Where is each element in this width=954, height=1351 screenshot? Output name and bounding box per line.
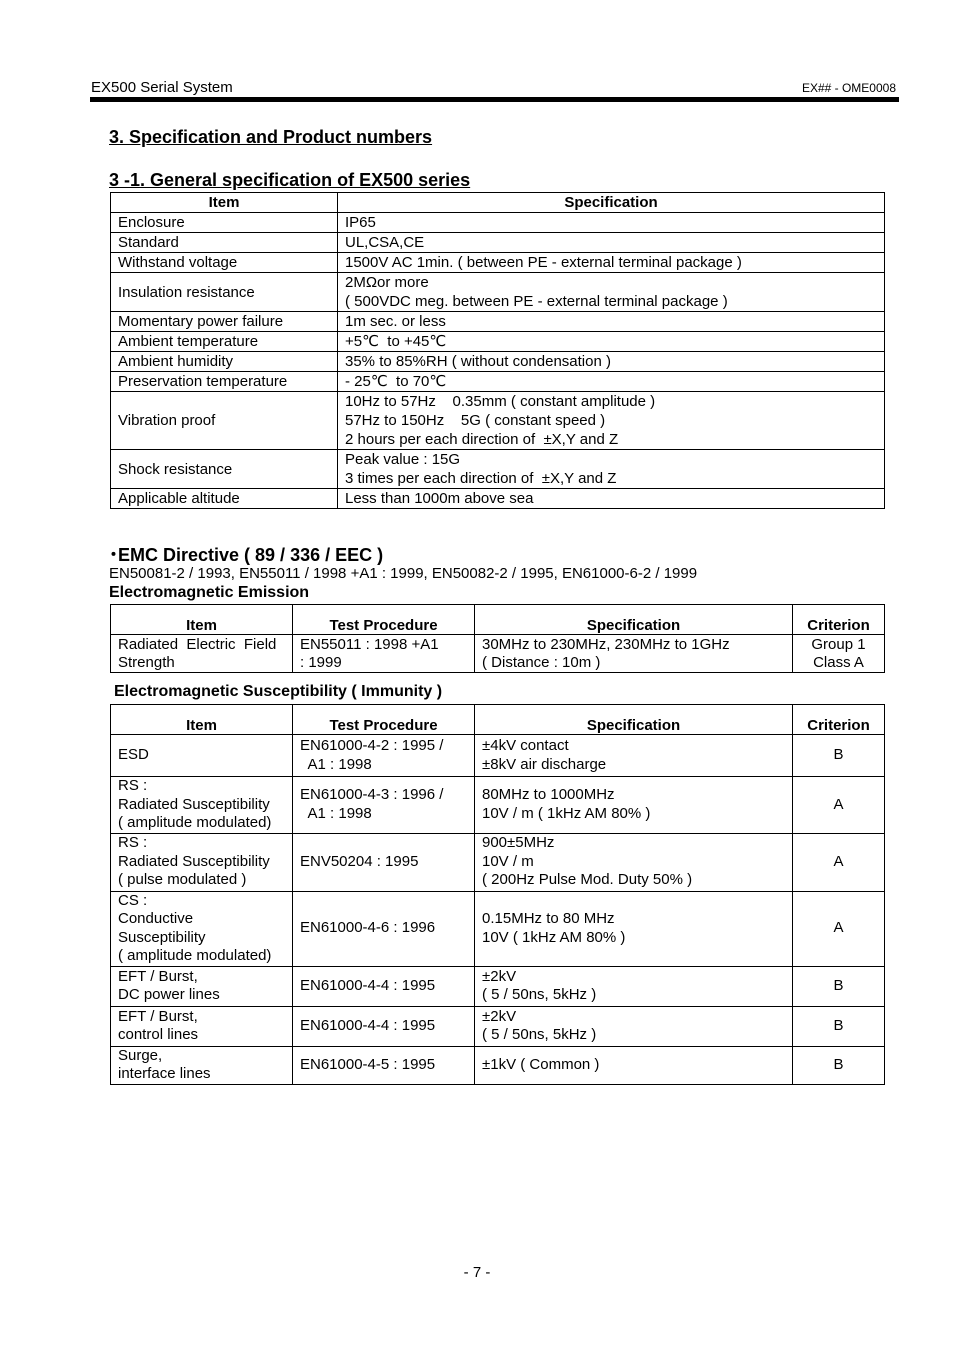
criterion-cell bbox=[793, 777, 885, 834]
table-row bbox=[111, 635, 885, 673]
spec-cell-line: ( 5 / 50ns, 5kHz ) bbox=[482, 986, 597, 1003]
column-header-item: Item bbox=[111, 193, 338, 213]
spec-cell-line: ±4kV contact bbox=[482, 737, 569, 754]
spec-cell bbox=[338, 392, 885, 450]
spec-cell bbox=[338, 233, 885, 253]
item-cell-line: Momentary power failure bbox=[118, 313, 284, 330]
item-cell-line: Insulation resistance bbox=[118, 283, 255, 301]
criterion-cell-line: A bbox=[833, 852, 844, 870]
spec-cell-line: 10V / m ( 1kHz AM 80% ) bbox=[482, 804, 651, 822]
item-cell-line: DC power lines bbox=[118, 986, 220, 1003]
test-procedure-cell-line: ENV50204 : 1995 bbox=[300, 852, 419, 870]
general-spec-table bbox=[110, 192, 885, 509]
test-procedure-cell-line: EN61000-4-6 : 1996 bbox=[300, 919, 436, 937]
criterion-cell bbox=[793, 1006, 885, 1046]
emission-title: Electromagnetic Emission bbox=[109, 584, 310, 601]
criterion-cell-line: Group 1 bbox=[811, 635, 866, 653]
item-cell bbox=[111, 213, 338, 233]
item-cell bbox=[111, 233, 338, 253]
column-header-test-procedure: Test Procedure bbox=[293, 705, 475, 735]
item-cell-line: EFT / Burst, bbox=[118, 967, 198, 985]
table-row bbox=[111, 891, 885, 966]
spec-cell-line: +5℃ to +45℃ bbox=[345, 333, 447, 350]
table-row bbox=[111, 213, 885, 233]
item-cell-line: Applicable altitude bbox=[118, 490, 240, 507]
table-row bbox=[111, 273, 885, 312]
spec-cell-line: ±2kV bbox=[482, 967, 517, 985]
spec-cell-line: 10V / m bbox=[482, 852, 534, 870]
spec-cell-line: - 25℃ to 70℃ bbox=[345, 373, 447, 390]
item-cell-line: Enclosure bbox=[118, 214, 185, 231]
header-title: EX500 Serial System bbox=[91, 79, 233, 96]
item-cell-line: interface lines bbox=[118, 1065, 211, 1082]
criterion-cell bbox=[793, 735, 885, 777]
test-procedure-cell-line: EN61000-4-2 : 1995 / bbox=[300, 737, 444, 754]
column-header-criterion: Criterion bbox=[793, 605, 885, 635]
spec-cell bbox=[475, 777, 793, 834]
test-procedure-cell bbox=[293, 1046, 475, 1084]
spec-cell bbox=[338, 489, 885, 509]
spec-cell-line: 2 hours per each direction of ±X,Y and Z bbox=[345, 431, 619, 448]
item-cell bbox=[111, 450, 338, 489]
immunity-header-row bbox=[111, 705, 885, 735]
item-cell-line: Radiated Electric Field bbox=[118, 635, 277, 653]
column-header-specification: Specification bbox=[475, 705, 793, 735]
spec-cell bbox=[338, 332, 885, 352]
header-rule bbox=[90, 97, 899, 102]
item-cell bbox=[111, 392, 338, 450]
test-procedure-cell-line: EN61000-4-5 : 1995 bbox=[300, 1055, 436, 1073]
spec-cell-line: 80MHz to 1000MHz bbox=[482, 786, 615, 804]
spec-cell-line: ±1kV ( Common ) bbox=[482, 1055, 600, 1073]
spec-cell-line: ±8kV air discharge bbox=[482, 755, 607, 773]
table-row bbox=[111, 392, 885, 450]
immunity-table bbox=[110, 704, 885, 1085]
criterion-cell-line: Class A bbox=[813, 653, 864, 671]
spec-cell bbox=[338, 372, 885, 392]
test-procedure-cell bbox=[293, 635, 475, 673]
spec-cell-line: 35% to 85%RH ( without condensation ) bbox=[345, 353, 611, 370]
item-cell-line: ( amplitude modulated) bbox=[118, 947, 272, 964]
spec-cell bbox=[475, 891, 793, 966]
criterion-cell bbox=[793, 1046, 885, 1084]
table-row bbox=[111, 777, 885, 834]
spec-cell-line: UL,CSA,CE bbox=[345, 234, 425, 251]
item-cell bbox=[111, 1006, 293, 1046]
spec-cell-line: 10Hz to 57Hz 0.35mm ( constant amplitude ) bbox=[345, 393, 656, 410]
table-row bbox=[111, 450, 885, 489]
item-cell bbox=[111, 891, 293, 966]
spec-cell bbox=[475, 833, 793, 891]
immunity-title: Electromagnetic Susceptibility ( Immunity ) bbox=[114, 683, 443, 700]
test-procedure-cell-line: A1 : 1998 bbox=[300, 755, 372, 773]
item-cell bbox=[111, 1046, 293, 1084]
spec-cell bbox=[475, 735, 793, 777]
spec-cell-line: 900±5MHz bbox=[482, 834, 555, 852]
item-cell-line: Shock resistance bbox=[118, 460, 233, 478]
emission-table bbox=[110, 604, 885, 673]
item-cell-line: Susceptibility bbox=[118, 928, 206, 946]
item-cell bbox=[111, 833, 293, 891]
criterion-cell bbox=[793, 891, 885, 966]
table-row bbox=[111, 352, 885, 372]
emission-header-row bbox=[111, 605, 885, 635]
spec-cell-line: Less than 1000m above sea bbox=[345, 490, 534, 507]
spec-cell bbox=[475, 1006, 793, 1046]
spec-cell bbox=[338, 450, 885, 489]
general-spec-title: 3 -1. General specification of EX500 series bbox=[109, 170, 471, 190]
spec-cell-line: ( 500VDC meg. between PE - external terminal package ) bbox=[345, 293, 728, 310]
test-procedure-cell bbox=[293, 833, 475, 891]
header-doc-number: EX## - OME0008 bbox=[801, 81, 896, 95]
criterion-cell bbox=[793, 966, 885, 1006]
spec-cell-line: 1500V AC 1min. ( between PE - external terminal package ) bbox=[345, 254, 742, 271]
item-cell bbox=[111, 273, 338, 312]
item-cell-line: Ambient temperature bbox=[118, 333, 259, 350]
item-cell bbox=[111, 372, 338, 392]
spec-cell-line: 0.15MHz to 80 MHz bbox=[482, 910, 615, 927]
item-cell bbox=[111, 966, 293, 1006]
test-procedure-cell bbox=[293, 735, 475, 777]
item-cell bbox=[111, 352, 338, 372]
emc-directive-title: ･EMC Directive ( 89 / 336 / EEC ) bbox=[109, 545, 384, 565]
item-cell-line: EFT / Burst, bbox=[118, 1007, 198, 1025]
criterion-cell bbox=[793, 635, 885, 673]
test-procedure-cell-line: EN61000-4-4 : 1995 bbox=[300, 1016, 436, 1034]
table-row bbox=[111, 253, 885, 273]
item-cell-line: control lines bbox=[118, 1026, 199, 1043]
criterion-cell bbox=[793, 833, 885, 891]
spec-cell-line: ( Distance : 10m ) bbox=[482, 653, 601, 671]
spec-cell bbox=[475, 1046, 793, 1084]
page-number: - 7 - bbox=[463, 1264, 491, 1281]
item-cell bbox=[111, 777, 293, 834]
spec-cell-line: Peak value : 15G bbox=[345, 451, 461, 468]
criterion-cell-line: A bbox=[833, 919, 844, 937]
item-cell-line: RS : bbox=[118, 834, 148, 852]
table-row bbox=[111, 332, 885, 352]
criterion-cell-line: B bbox=[833, 976, 844, 994]
table-row bbox=[111, 735, 885, 777]
item-cell-line: Preservation temperature bbox=[118, 373, 288, 390]
item-cell-line: RS : bbox=[118, 777, 148, 794]
test-procedure-cell bbox=[293, 777, 475, 834]
item-cell bbox=[111, 635, 293, 673]
column-header-specification: Specification bbox=[475, 605, 793, 635]
item-cell bbox=[111, 332, 338, 352]
test-procedure-cell bbox=[293, 966, 475, 1006]
spec-cell bbox=[338, 273, 885, 312]
spec-cell bbox=[338, 352, 885, 372]
spec-cell-line: 30MHz to 230MHz, 230MHz to 1GHz bbox=[482, 635, 730, 653]
item-cell-line: Ambient humidity bbox=[118, 353, 234, 370]
spec-cell bbox=[338, 253, 885, 273]
spec-cell-line: 1m sec. or less bbox=[345, 313, 446, 330]
table-row bbox=[111, 833, 885, 891]
column-header-specification: Specification bbox=[338, 193, 885, 213]
item-cell-line: Withstand voltage bbox=[118, 254, 238, 271]
test-procedure-cell bbox=[293, 891, 475, 966]
table-row bbox=[111, 1046, 885, 1084]
general-spec-header-row bbox=[111, 193, 885, 213]
criterion-cell-line: A bbox=[833, 795, 844, 813]
item-cell bbox=[111, 489, 338, 509]
spec-cell-line: ±2kV bbox=[482, 1007, 517, 1025]
column-header-criterion: Criterion bbox=[793, 705, 885, 735]
criterion-cell-line: B bbox=[833, 1055, 844, 1073]
table-row bbox=[111, 1006, 885, 1046]
table-row bbox=[111, 489, 885, 509]
spec-cell bbox=[338, 213, 885, 233]
item-cell-line: Surge, bbox=[118, 1046, 163, 1064]
item-cell-line: Conductive bbox=[118, 910, 194, 927]
item-cell-line: Radiated Susceptibility bbox=[118, 795, 270, 813]
table-row bbox=[111, 312, 885, 332]
item-cell-line: ( amplitude modulated) bbox=[118, 814, 272, 831]
column-header-item: Item bbox=[111, 605, 293, 635]
spec-cell-line: ( 200Hz Pulse Mod. Duty 50% ) bbox=[482, 871, 693, 889]
test-procedure-cell-line: : 1999 bbox=[300, 653, 342, 671]
test-procedure-cell-line: EN61000-4-3 : 1996 / bbox=[300, 786, 444, 804]
emc-standards-list: EN50081-2 / 1993, EN55011 / 1998 +A1 : 1999, EN50082-2 / 1995, EN61000-6-2 / 1999 bbox=[109, 565, 698, 582]
spec-cell-line: ( 5 / 50ns, 5kHz ) bbox=[482, 1026, 597, 1043]
test-procedure-cell-line: A1 : 1998 bbox=[300, 804, 372, 822]
criterion-cell-line: B bbox=[833, 746, 844, 764]
item-cell-line: Strength bbox=[118, 653, 175, 671]
section-title: 3. Specification and Product numbers bbox=[109, 127, 433, 147]
spec-cell bbox=[475, 966, 793, 1006]
test-procedure-cell bbox=[293, 1006, 475, 1046]
item-cell-line: Vibration proof bbox=[118, 412, 216, 429]
spec-cell bbox=[475, 635, 793, 673]
item-cell bbox=[111, 735, 293, 777]
item-cell-line: CS : bbox=[118, 891, 148, 909]
test-procedure-cell-line: EN55011 : 1998 +A1 bbox=[300, 635, 439, 653]
item-cell-line: Standard bbox=[118, 234, 179, 251]
table-row bbox=[111, 966, 885, 1006]
column-header-item: Item bbox=[111, 705, 293, 735]
spec-cell bbox=[338, 312, 885, 332]
column-header-test-procedure: Test Procedure bbox=[293, 605, 475, 635]
item-cell bbox=[111, 253, 338, 273]
spec-cell-line: 3 times per each direction of ±X,Y and Z bbox=[345, 470, 617, 487]
item-cell bbox=[111, 312, 338, 332]
criterion-cell-line: B bbox=[833, 1016, 844, 1034]
spec-cell-line: 57Hz to 150Hz 5G ( constant speed ) bbox=[345, 412, 606, 429]
table-row bbox=[111, 372, 885, 392]
item-cell-line: Radiated Susceptibility bbox=[118, 852, 270, 870]
spec-cell-line: 10V ( 1kHz AM 80% ) bbox=[482, 928, 626, 946]
item-cell-line: ESD bbox=[118, 746, 149, 764]
item-cell-line: ( pulse modulated ) bbox=[118, 871, 247, 889]
table-row bbox=[111, 233, 885, 253]
test-procedure-cell-line: EN61000-4-4 : 1995 bbox=[300, 976, 436, 994]
spec-cell-line: IP65 bbox=[345, 214, 376, 231]
spec-cell-line: 2MΩor more bbox=[345, 274, 429, 291]
